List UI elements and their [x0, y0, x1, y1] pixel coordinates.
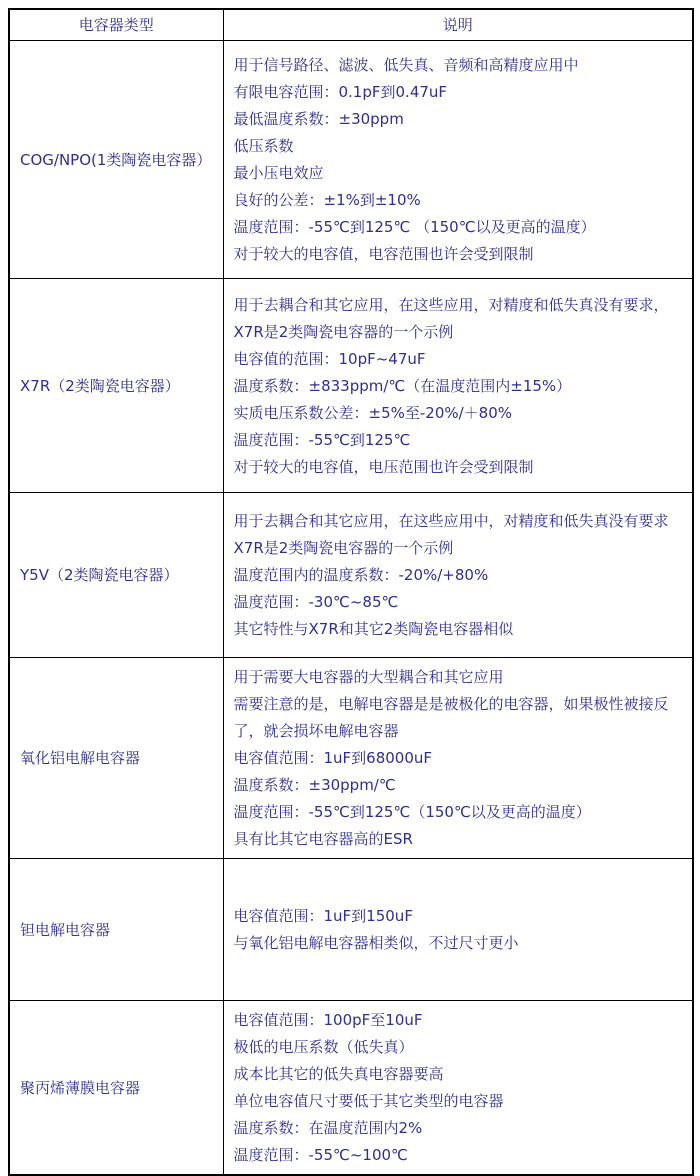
description-line: 实质电压系数公差：±5%至-20%/＋80%: [233, 403, 513, 422]
capacitor-type-cell: X7R（2类陶瓷电容器）: [9, 279, 223, 493]
description-line: 对于较大的电容值，电容范围也许会受到限制: [233, 245, 534, 263]
description-line: 良好的公差：±1%到±10%: [233, 191, 421, 209]
description-line: 用于去耦合和其它应用，在这些应用，对精度和低失真没有要求，: [233, 295, 669, 314]
description-line: 极低的电压系数（低失真）: [233, 1038, 414, 1056]
description-line: 用于信号路径、滤波、低失真、音频和高精度应用中: [233, 56, 579, 74]
capacitor-type-cell: COG/NPO(1类陶瓷电容器）: [9, 41, 223, 279]
description-line: 温度范围：-55℃~100℃: [233, 1146, 408, 1164]
description-line: 温度范围：-55℃到125℃: [233, 430, 411, 449]
column-header-description: 说明: [223, 9, 693, 41]
table-row: [9, 279, 693, 493]
description-line: 与氧化铝电解电容器相类似，不过尺寸更小: [233, 934, 519, 952]
description-line: 最小压电效应: [233, 164, 324, 182]
description-line: 温度系数：±30ppm/℃: [233, 776, 396, 794]
description-line: 电容值范围：1uF到68000uF: [233, 749, 433, 767]
description-line: 最低温度系数：±30ppm: [233, 110, 404, 128]
description-line: X7R是2类陶瓷电容器的一个示例: [233, 539, 454, 557]
description-line: 单位电容值尺寸要低于其它类型的电容器: [233, 1092, 504, 1110]
capacitor-type-cell: 聚丙烯薄膜电容器: [9, 1001, 223, 1176]
description-line: X7R是2类陶瓷电容器的一个示例: [233, 322, 454, 341]
capacitor-type-cell: Y5V（2类陶瓷电容器）: [9, 493, 223, 658]
description-line: 其它特性与X7R和其它2类陶瓷电容器相似: [233, 620, 514, 638]
table-row: [9, 493, 693, 658]
description-line: 温度系数：±833ppm/℃（在温度范围内±15%）: [233, 376, 572, 395]
description-cell: [223, 279, 693, 493]
description-line: 温度系数：在温度范围内2%: [233, 1119, 423, 1137]
description-line: 对于较大的电容值，电压范围也许会受到限制: [233, 457, 534, 476]
table-row: [9, 859, 693, 1001]
description-line: 电容值的范围：10pF~47uF: [233, 349, 426, 368]
header-row: [9, 9, 693, 41]
description-cell: [223, 493, 693, 658]
description-line: 需要注意的是，电解电容器是是被极化的电容器，如果极性被接反: [233, 695, 669, 713]
description-line: 成本比其它的低失真电容器要高: [233, 1065, 444, 1083]
capacitor-type-cell: 氧化铝电解电容器: [9, 658, 223, 859]
description-line: 电容值范围：100pF至10uF: [233, 1011, 423, 1029]
description-line: 了，就会损坏电解电容器: [233, 722, 399, 740]
description-line: 具有比其它电容器高的ESR: [233, 830, 413, 848]
description-line: 电容值范围：1uF到150uF: [233, 907, 413, 925]
column-header-type: 电容器类型: [9, 9, 223, 41]
description-line: 低压系数: [233, 137, 294, 155]
table-row: [9, 1001, 693, 1176]
description-cell: [223, 41, 693, 279]
description-cell: [223, 658, 693, 859]
description-line: 用于需要大电容器的大型耦合和其它应用: [233, 668, 504, 686]
description-line: 用于去耦合和其它应用，在这些应用中，对精度和低失真没有要求: [233, 512, 669, 530]
description-line: 温度范围：-55℃到125℃（150℃以及更高的温度）: [233, 803, 591, 821]
description-line: 有限电容范围：0.1pF到0.47uF: [233, 83, 448, 101]
description-cell: [223, 859, 693, 1001]
description-cell: [223, 1001, 693, 1176]
capacitor-type-cell: 钽电解电容器: [9, 859, 223, 1001]
table-row: [9, 41, 693, 279]
description-line: 温度范围：-30℃~85℃: [233, 593, 399, 611]
capacitor-table: [8, 8, 694, 1176]
description-line: 温度范围内的温度系数：-20%/+80%: [233, 566, 489, 584]
description-line: 温度范围：-55℃到125℃ （150℃以及更高的温度）: [233, 218, 596, 236]
table-row: [9, 658, 693, 859]
